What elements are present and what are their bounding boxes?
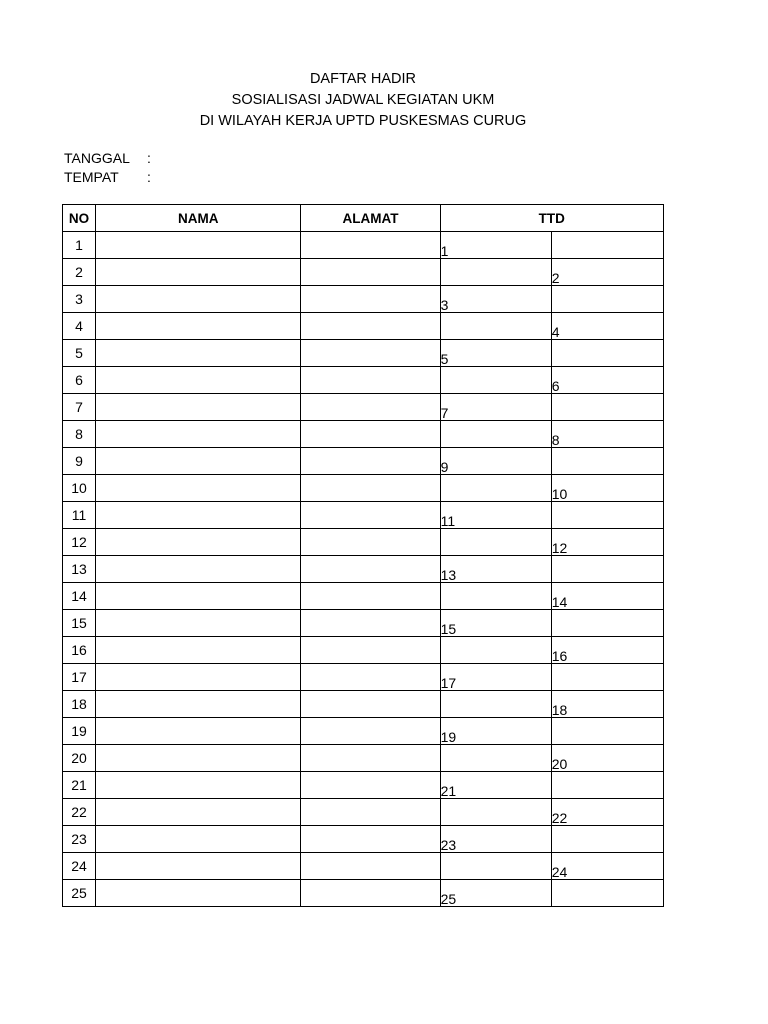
ttd-cell-left[interactable] — [440, 232, 551, 259]
row-number: 19 — [63, 718, 96, 745]
alamat-cell[interactable] — [301, 367, 440, 394]
table-row — [63, 799, 664, 826]
ttd-number: 1 — [440, 243, 449, 259]
table-row — [63, 367, 664, 394]
ttd-number: 12 — [551, 540, 568, 556]
ttd-cell-left[interactable] — [440, 529, 551, 556]
alamat-cell[interactable] — [301, 826, 440, 853]
tanggal-separator: : — [147, 150, 151, 166]
ttd-number: 8 — [551, 432, 560, 448]
table-header-row — [63, 205, 664, 232]
table-row — [63, 718, 664, 745]
alamat-cell[interactable] — [301, 799, 440, 826]
ttd-cell-left[interactable] — [440, 880, 551, 907]
ttd-cell-left[interactable] — [440, 610, 551, 637]
ttd-number: 3 — [440, 297, 449, 313]
ttd-cell-right[interactable] — [551, 394, 663, 421]
alamat-cell[interactable] — [301, 691, 440, 718]
ttd-number: 9 — [440, 459, 449, 475]
ttd-cell-right[interactable] — [551, 232, 663, 259]
alamat-cell[interactable] — [301, 772, 440, 799]
row-number: 3 — [63, 286, 96, 313]
ttd-cell-left[interactable] — [440, 448, 551, 475]
table-row — [63, 880, 664, 907]
nama-cell[interactable] — [96, 232, 301, 259]
ttd-cell-left[interactable] — [440, 691, 551, 718]
ttd-cell-right[interactable] — [551, 583, 663, 610]
row-number: 9 — [63, 448, 96, 475]
ttd-number: 11 — [440, 513, 456, 529]
row-number: 21 — [63, 772, 96, 799]
ttd-number: 21 — [440, 783, 457, 799]
nama-cell[interactable] — [96, 340, 301, 367]
table-row — [63, 475, 664, 502]
row-number: 8 — [63, 421, 96, 448]
alamat-cell[interactable] — [301, 718, 440, 745]
ttd-cell-left[interactable] — [440, 259, 551, 286]
ttd-cell-right[interactable] — [551, 475, 663, 502]
alamat-cell[interactable] — [301, 394, 440, 421]
nama-cell[interactable] — [96, 367, 301, 394]
ttd-cell-left[interactable] — [440, 286, 551, 313]
ttd-cell-right[interactable] — [551, 610, 663, 637]
alamat-cell[interactable] — [301, 448, 440, 475]
alamat-cell[interactable] — [301, 313, 440, 340]
table-row — [63, 853, 664, 880]
table-row — [63, 745, 664, 772]
nama-cell[interactable] — [96, 799, 301, 826]
table-row — [63, 664, 664, 691]
alamat-cell[interactable] — [301, 529, 440, 556]
ttd-cell-right[interactable] — [551, 529, 663, 556]
tempat-separator: : — [147, 169, 151, 185]
alamat-cell[interactable] — [301, 421, 440, 448]
ttd-cell-right[interactable] — [551, 556, 663, 583]
row-number: 14 — [63, 583, 96, 610]
nama-cell[interactable] — [96, 880, 301, 907]
row-number: 22 — [63, 799, 96, 826]
ttd-cell-right[interactable] — [551, 340, 663, 367]
table-row — [63, 583, 664, 610]
table-row — [63, 232, 664, 259]
alamat-cell[interactable] — [301, 286, 440, 313]
alamat-cell[interactable] — [301, 745, 440, 772]
ttd-cell-left[interactable] — [440, 502, 551, 529]
table-row — [63, 394, 664, 421]
alamat-cell[interactable] — [301, 232, 440, 259]
ttd-number: 13 — [440, 567, 457, 583]
ttd-number: 17 — [440, 675, 457, 691]
ttd-number: 24 — [551, 864, 568, 880]
nama-cell[interactable] — [96, 475, 301, 502]
row-number: 6 — [63, 367, 96, 394]
alamat-cell[interactable] — [301, 340, 440, 367]
nama-cell[interactable] — [96, 853, 301, 880]
ttd-cell-left[interactable] — [440, 313, 551, 340]
alamat-cell[interactable] — [301, 502, 440, 529]
row-number: 5 — [63, 340, 96, 367]
alamat-cell[interactable] — [301, 475, 440, 502]
nama-cell[interactable] — [96, 502, 301, 529]
alamat-cell[interactable] — [301, 637, 440, 664]
ttd-cell-right[interactable] — [551, 502, 663, 529]
attendance-table — [62, 204, 664, 907]
table-row — [63, 340, 664, 367]
row-number: 24 — [63, 853, 96, 880]
ttd-cell-left[interactable] — [440, 583, 551, 610]
ttd-cell-left[interactable] — [440, 556, 551, 583]
row-number: 15 — [63, 610, 96, 637]
ttd-number: 23 — [440, 837, 457, 853]
ttd-number: 10 — [551, 486, 568, 502]
title-line-2: SOSIALISASI JADWAL KEGIATAN UKM — [231, 92, 495, 108]
row-number: 23 — [63, 826, 96, 853]
ttd-number: 22 — [551, 810, 568, 826]
title-line-3: DI WILAYAH KERJA UPTD PUSKESMAS CURUG — [199, 113, 527, 129]
row-number: 7 — [63, 394, 96, 421]
row-number: 2 — [63, 259, 96, 286]
row-number: 1 — [63, 232, 96, 259]
table-row — [63, 259, 664, 286]
header-ttd: TTD — [440, 205, 663, 232]
ttd-cell-right[interactable] — [551, 853, 663, 880]
ttd-cell-right[interactable] — [551, 286, 663, 313]
ttd-cell-right[interactable] — [551, 637, 663, 664]
row-number: 17 — [63, 664, 96, 691]
ttd-cell-left[interactable] — [440, 826, 551, 853]
row-number: 11 — [63, 502, 96, 529]
ttd-number: 25 — [440, 891, 457, 907]
nama-cell[interactable] — [96, 529, 301, 556]
nama-cell[interactable] — [96, 610, 301, 637]
table-row — [63, 637, 664, 664]
ttd-cell-left[interactable] — [440, 475, 551, 502]
row-number: 25 — [63, 880, 96, 907]
table-row — [63, 313, 664, 340]
ttd-cell-right[interactable] — [551, 880, 663, 907]
ttd-number: 7 — [440, 405, 449, 421]
ttd-cell-right[interactable] — [551, 664, 663, 691]
ttd-number: 5 — [440, 351, 449, 367]
row-number: 10 — [63, 475, 96, 502]
table-body — [63, 232, 664, 907]
nama-cell[interactable] — [96, 313, 301, 340]
nama-cell[interactable] — [96, 286, 301, 313]
ttd-cell-left[interactable] — [440, 367, 551, 394]
alamat-cell[interactable] — [301, 259, 440, 286]
ttd-cell-right[interactable] — [551, 367, 663, 394]
alamat-cell[interactable] — [301, 853, 440, 880]
ttd-cell-right[interactable] — [551, 691, 663, 718]
ttd-number: 16 — [551, 648, 568, 664]
nama-cell[interactable] — [96, 259, 301, 286]
ttd-cell-right[interactable] — [551, 745, 663, 772]
ttd-cell-left[interactable] — [440, 637, 551, 664]
ttd-number: 6 — [551, 378, 560, 394]
title-line-1: DAFTAR HADIR — [309, 71, 417, 87]
table-row — [63, 502, 664, 529]
ttd-cell-left[interactable] — [440, 718, 551, 745]
header-alamat: ALAMAT — [301, 205, 440, 232]
header-nama: NAMA — [96, 205, 301, 232]
ttd-number: 19 — [440, 729, 457, 745]
alamat-cell[interactable] — [301, 610, 440, 637]
ttd-cell-left[interactable] — [440, 340, 551, 367]
row-number: 16 — [63, 637, 96, 664]
nama-cell[interactable] — [96, 394, 301, 421]
table-row — [63, 529, 664, 556]
ttd-cell-right[interactable] — [551, 448, 663, 475]
table-row — [63, 610, 664, 637]
ttd-number: 20 — [551, 756, 568, 772]
table-row — [63, 286, 664, 313]
document-title — [0, 69, 726, 132]
ttd-cell-left[interactable] — [440, 664, 551, 691]
nama-cell[interactable] — [96, 826, 301, 853]
ttd-cell-left[interactable] — [440, 799, 551, 826]
ttd-number: 15 — [440, 621, 457, 637]
ttd-cell-left[interactable] — [440, 745, 551, 772]
ttd-cell-right[interactable] — [551, 772, 663, 799]
nama-cell[interactable] — [96, 691, 301, 718]
row-number: 13 — [63, 556, 96, 583]
nama-cell[interactable] — [96, 664, 301, 691]
ttd-number: 14 — [551, 594, 568, 610]
nama-cell[interactable] — [96, 421, 301, 448]
row-number: 20 — [63, 745, 96, 772]
table-row — [63, 448, 664, 475]
alamat-cell[interactable] — [301, 880, 440, 907]
alamat-cell[interactable] — [301, 556, 440, 583]
table-row — [63, 421, 664, 448]
row-number: 12 — [63, 529, 96, 556]
tempat-label: TEMPAT — [64, 169, 119, 185]
alamat-cell[interactable] — [301, 583, 440, 610]
ttd-cell-right[interactable] — [551, 718, 663, 745]
ttd-number: 18 — [551, 702, 568, 718]
ttd-cell-left[interactable] — [440, 772, 551, 799]
nama-cell[interactable] — [96, 448, 301, 475]
table-row — [63, 556, 664, 583]
table-row — [63, 826, 664, 853]
ttd-cell-right[interactable] — [551, 826, 663, 853]
ttd-cell-right[interactable] — [551, 259, 663, 286]
table-row — [63, 772, 664, 799]
ttd-number: 2 — [551, 270, 560, 286]
ttd-cell-left[interactable] — [440, 853, 551, 880]
nama-cell[interactable] — [96, 718, 301, 745]
nama-cell[interactable] — [96, 772, 301, 799]
ttd-cell-right[interactable] — [551, 421, 663, 448]
tanggal-label: TANGGAL — [64, 150, 130, 166]
ttd-cell-left[interactable] — [440, 394, 551, 421]
alamat-cell[interactable] — [301, 664, 440, 691]
header-no: NO — [63, 205, 96, 232]
nama-cell[interactable] — [96, 556, 301, 583]
row-number: 18 — [63, 691, 96, 718]
tanggal-field — [64, 149, 151, 167]
table-row — [63, 691, 664, 718]
tempat-field — [64, 168, 151, 186]
nama-cell[interactable] — [96, 583, 301, 610]
row-number: 4 — [63, 313, 96, 340]
ttd-cell-left[interactable] — [440, 421, 551, 448]
ttd-cell-right[interactable] — [551, 313, 663, 340]
nama-cell[interactable] — [96, 745, 301, 772]
ttd-cell-right[interactable] — [551, 799, 663, 826]
ttd-number: 4 — [551, 324, 560, 340]
nama-cell[interactable] — [96, 637, 301, 664]
